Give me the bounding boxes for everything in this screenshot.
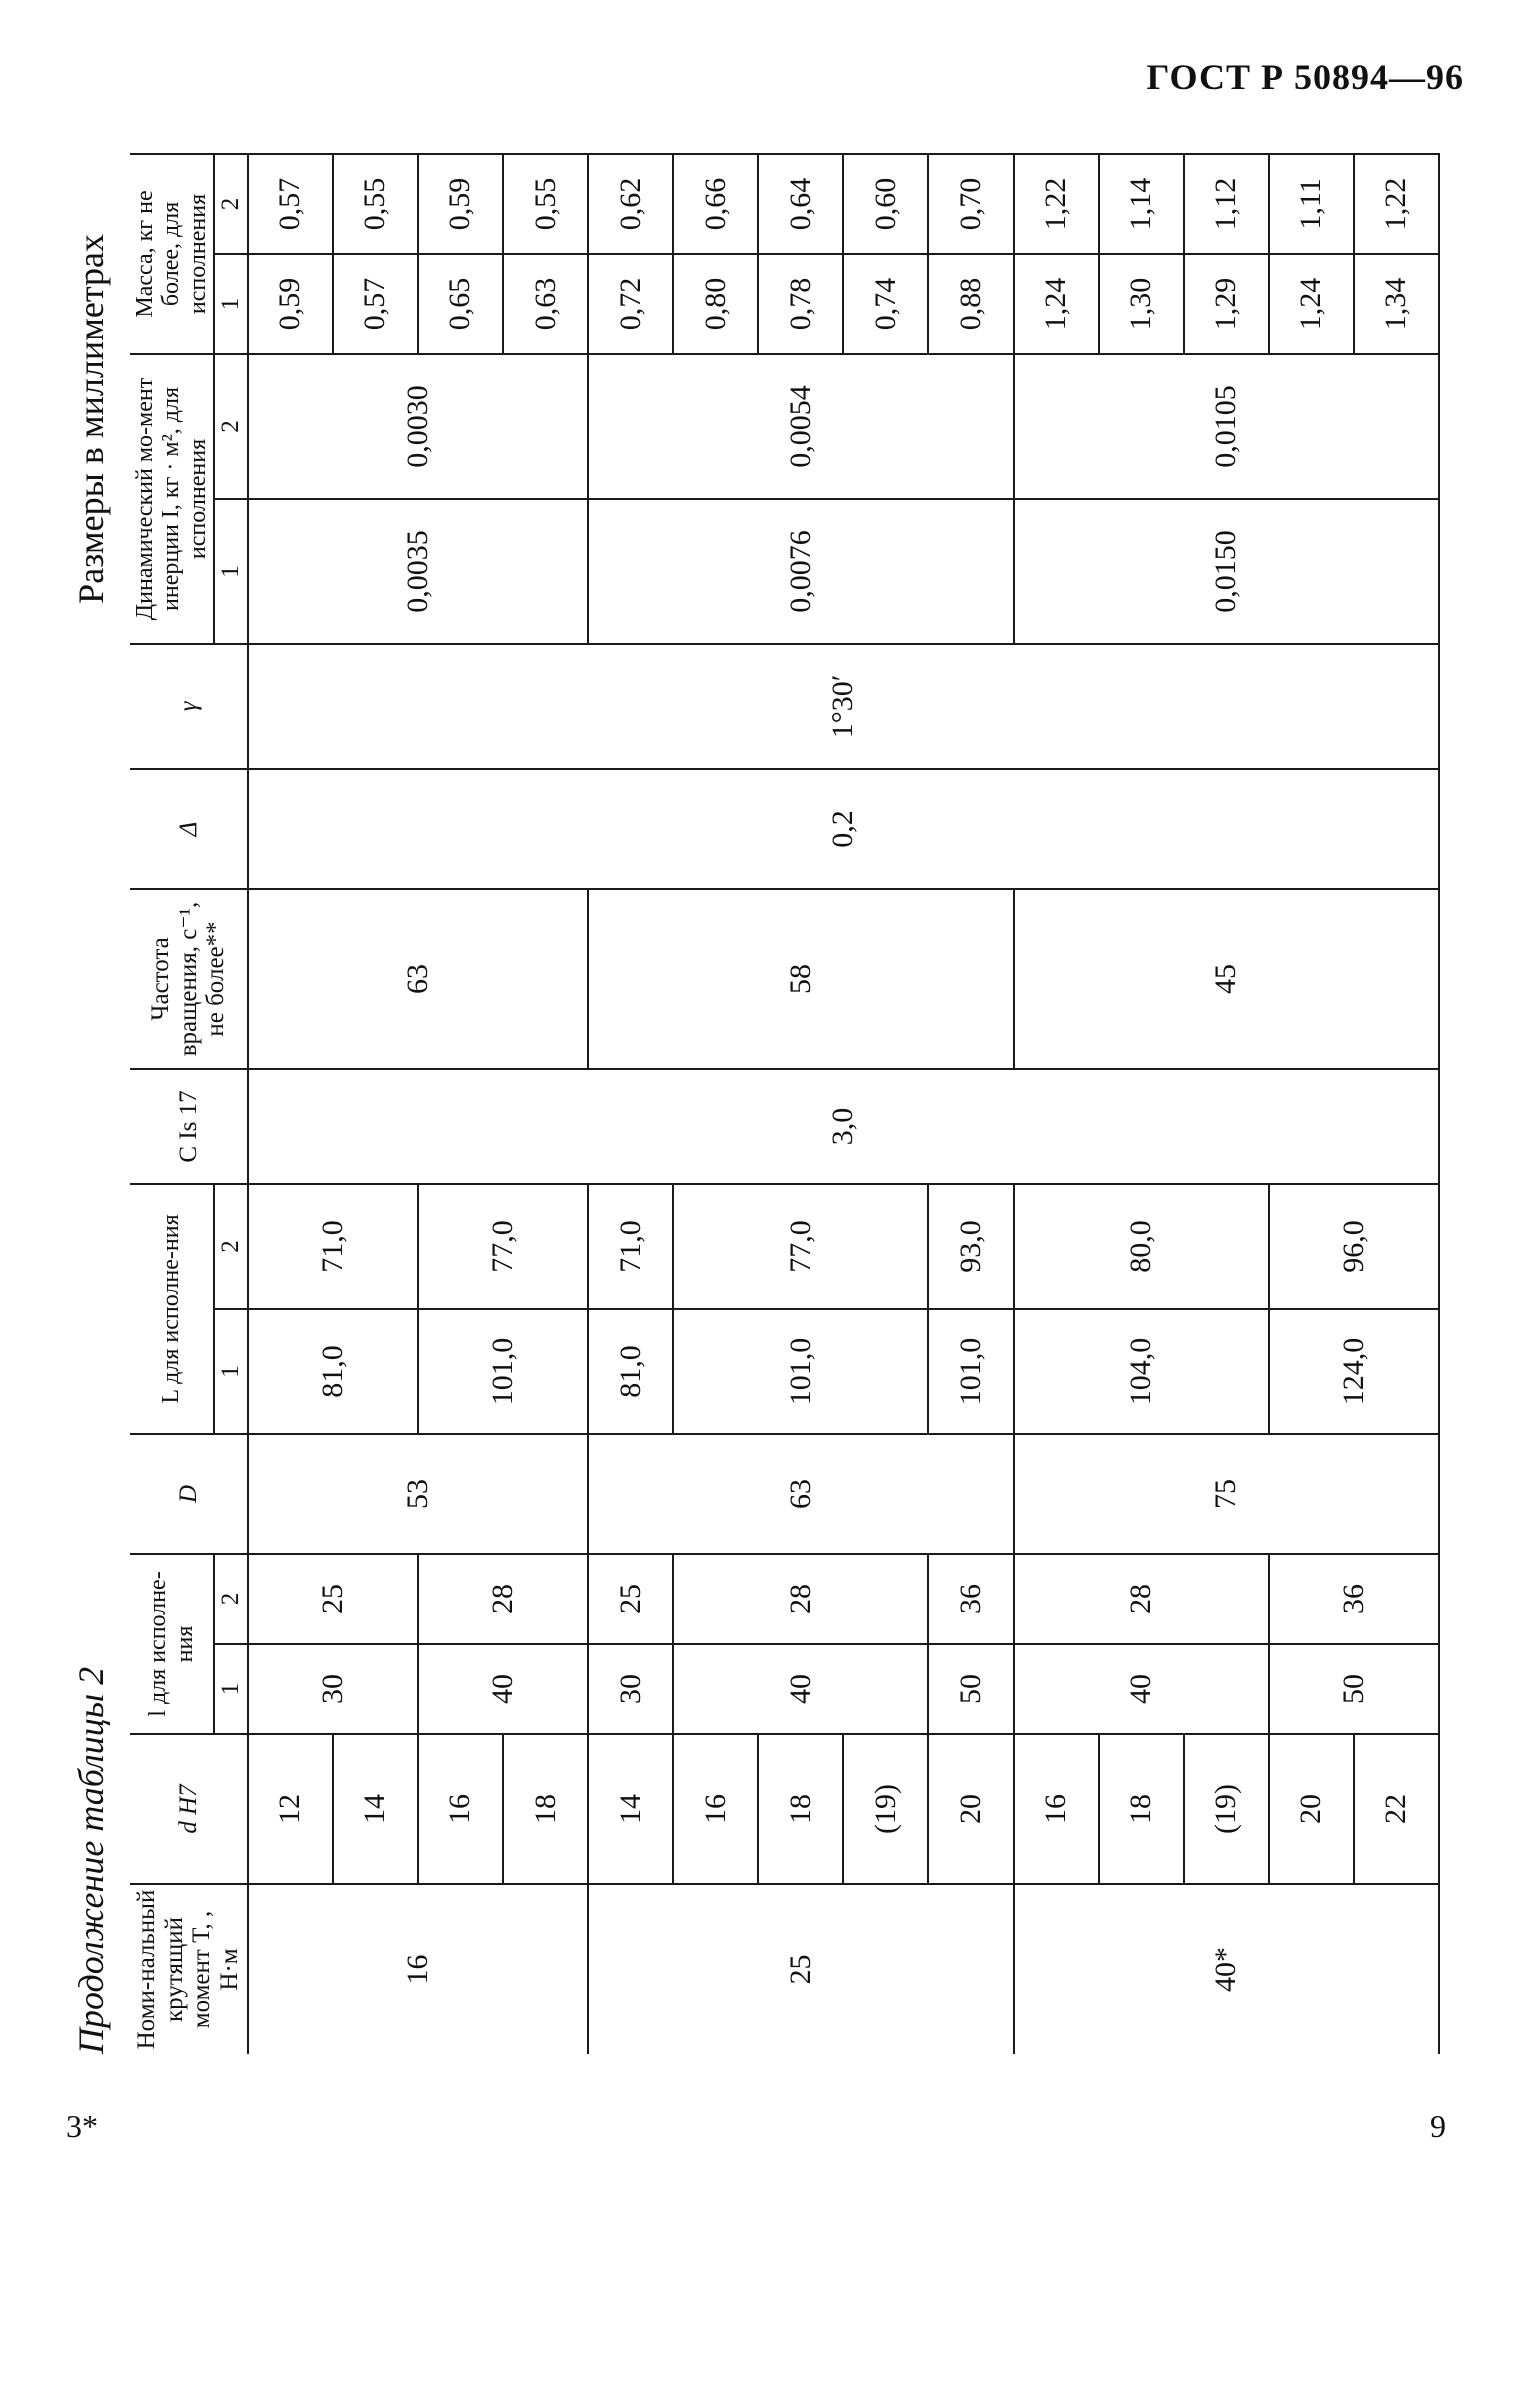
- C-cell: 3,0: [248, 1069, 1439, 1184]
- page-footnote-mark: 3*: [66, 2108, 98, 2144]
- inertia1-cell: 0,0035: [248, 499, 588, 644]
- header-mass-variant-1: 1: [214, 254, 248, 354]
- l1-cell: 30: [588, 1644, 673, 1734]
- mass2-cell: 0,64: [758, 154, 843, 254]
- header-delta: Δ: [130, 769, 248, 889]
- table-row: [248, 154, 333, 2054]
- L2-cell: 77,0: [418, 1184, 588, 1309]
- mass1-cell: 0,59: [248, 254, 333, 354]
- d-cell: (19): [1184, 1734, 1269, 1884]
- header-inertia-variant-1: 1: [214, 499, 248, 644]
- l1-cell: 50: [928, 1644, 1013, 1734]
- header-inertia-group: Динамический мо-мент инерции I, кг · м², для исполнения: [130, 354, 214, 644]
- torque-cell: 40*: [1014, 1884, 1439, 2054]
- d-cell: 14: [333, 1734, 418, 1884]
- header-frequency: Частота вращения, с⁻¹, не более**: [130, 889, 248, 1069]
- mass1-cell: 1,24: [1014, 254, 1099, 354]
- frequency-cell: 63: [248, 889, 588, 1069]
- d-cell: 16: [418, 1734, 503, 1884]
- L2-cell: 96,0: [1269, 1184, 1439, 1309]
- header-inertia-variant-2: 2: [214, 354, 248, 499]
- l1-cell: 40: [1014, 1644, 1269, 1734]
- header-C: C Is 17: [130, 1069, 248, 1184]
- mass1-cell: 0,65: [418, 254, 503, 354]
- D-cell: 63: [588, 1434, 1013, 1554]
- mass1-cell: 0,63: [503, 254, 588, 354]
- l1-cell: 50: [1269, 1644, 1439, 1734]
- header-torque: Номи-нальный крутящий момент T, , Н·м: [130, 1884, 248, 2054]
- L1-cell: 81,0: [248, 1309, 418, 1434]
- mass1-cell: 1,24: [1269, 254, 1354, 354]
- mass1-cell: 0,57: [333, 254, 418, 354]
- header-mass-group: Масса, кг не более, для исполнения: [130, 154, 214, 354]
- mass2-cell: 1,22: [1014, 154, 1099, 254]
- mass1-cell: 0,74: [843, 254, 928, 354]
- mass1-cell: 0,78: [758, 254, 843, 354]
- L1-cell: 101,0: [418, 1309, 588, 1434]
- mass2-cell: 0,70: [928, 154, 1013, 254]
- header-d: d H7: [130, 1734, 248, 1884]
- d-cell: 12: [248, 1734, 333, 1884]
- L1-cell: 81,0: [588, 1309, 673, 1434]
- D-cell: 53: [248, 1434, 588, 1554]
- header-L-variant-2: 2: [214, 1184, 248, 1309]
- page-number: 9: [1430, 2108, 1446, 2144]
- torque-cell: 16: [248, 1884, 588, 2054]
- mass1-cell: 1,29: [1184, 254, 1269, 354]
- l1-cell: 30: [248, 1644, 418, 1734]
- d-cell: 18: [503, 1734, 588, 1884]
- dimensions-table: [130, 153, 1440, 2054]
- header-gamma: γ: [130, 644, 248, 769]
- mass2-cell: 1,12: [1184, 154, 1269, 254]
- d-cell: 20: [1269, 1734, 1354, 1884]
- l1-cell: 40: [673, 1644, 928, 1734]
- mass2-cell: 1,22: [1354, 154, 1439, 254]
- mass2-cell: 0,66: [673, 154, 758, 254]
- mass2-cell: 1,11: [1269, 154, 1354, 254]
- inertia2-cell: 0,0105: [1014, 354, 1439, 499]
- mass1-cell: 0,88: [928, 254, 1013, 354]
- standard-number: ГОСТ Р 50894—96: [1146, 57, 1464, 97]
- l2-cell: 28: [1014, 1554, 1269, 1644]
- L1-cell: 104,0: [1014, 1309, 1269, 1434]
- mass2-cell: 1,14: [1099, 154, 1184, 254]
- d-cell: 16: [1014, 1734, 1099, 1884]
- l2-cell: 25: [588, 1554, 673, 1644]
- mass2-cell: 0,59: [418, 154, 503, 254]
- L1-cell: 124,0: [1269, 1309, 1439, 1434]
- mass1-cell: 0,80: [673, 254, 758, 354]
- inertia1-cell: 0,0150: [1014, 499, 1439, 644]
- L2-cell: 80,0: [1014, 1184, 1269, 1309]
- mass2-cell: 0,55: [333, 154, 418, 254]
- L2-cell: 77,0: [673, 1184, 928, 1309]
- frequency-cell: 58: [588, 889, 1013, 1069]
- L2-cell: 71,0: [588, 1184, 673, 1309]
- L1-cell: 101,0: [928, 1309, 1013, 1434]
- l2-cell: 36: [928, 1554, 1013, 1644]
- L1-cell: 101,0: [673, 1309, 928, 1434]
- inertia1-cell: 0,0076: [588, 499, 1013, 644]
- d-cell: 18: [758, 1734, 843, 1884]
- l1-cell: 40: [418, 1644, 588, 1734]
- d-cell: 18: [1099, 1734, 1184, 1884]
- l2-cell: 28: [673, 1554, 928, 1644]
- mass1-cell: 0,72: [588, 254, 673, 354]
- d-cell: (19): [843, 1734, 928, 1884]
- L2-cell: 71,0: [248, 1184, 418, 1309]
- header-l-group: l для исполне-ния: [130, 1554, 214, 1734]
- D-cell: 75: [1014, 1434, 1439, 1554]
- header-l-variant-2: 2: [214, 1554, 248, 1644]
- d-cell: 16: [673, 1734, 758, 1884]
- l2-cell: 36: [1269, 1554, 1439, 1644]
- header-L-group: L для исполне-ния: [130, 1184, 214, 1434]
- mass1-cell: 1,30: [1099, 254, 1184, 354]
- units-note: Размеры в миллиметрах: [71, 234, 111, 604]
- l2-cell: 25: [248, 1554, 418, 1644]
- d-cell: 20: [928, 1734, 1013, 1884]
- gamma-cell: 1°30′: [248, 644, 1439, 769]
- header-l-variant-1: 1: [214, 1644, 248, 1734]
- L2-cell: 93,0: [928, 1184, 1013, 1309]
- inertia2-cell: 0,0030: [248, 354, 588, 499]
- mass1-cell: 1,34: [1354, 254, 1439, 354]
- header-mass-variant-2: 2: [214, 154, 248, 254]
- header-D: D: [130, 1434, 248, 1554]
- mass2-cell: 0,57: [248, 154, 333, 254]
- d-cell: 22: [1354, 1734, 1439, 1884]
- mass2-cell: 0,55: [503, 154, 588, 254]
- rotated-table-block: [70, 150, 1460, 2090]
- mass2-cell: 0,62: [588, 154, 673, 254]
- header-L-variant-1: 1: [214, 1309, 248, 1434]
- torque-cell: 25: [588, 1884, 1013, 2054]
- mass2-cell: 0,60: [843, 154, 928, 254]
- d-cell: 14: [588, 1734, 673, 1884]
- delta-cell: 0,2: [248, 769, 1439, 889]
- inertia2-cell: 0,0054: [588, 354, 1013, 499]
- l2-cell: 28: [418, 1554, 588, 1644]
- table-caption: Продолжение таблицы 2: [71, 1666, 111, 2054]
- frequency-cell: 45: [1014, 889, 1439, 1069]
